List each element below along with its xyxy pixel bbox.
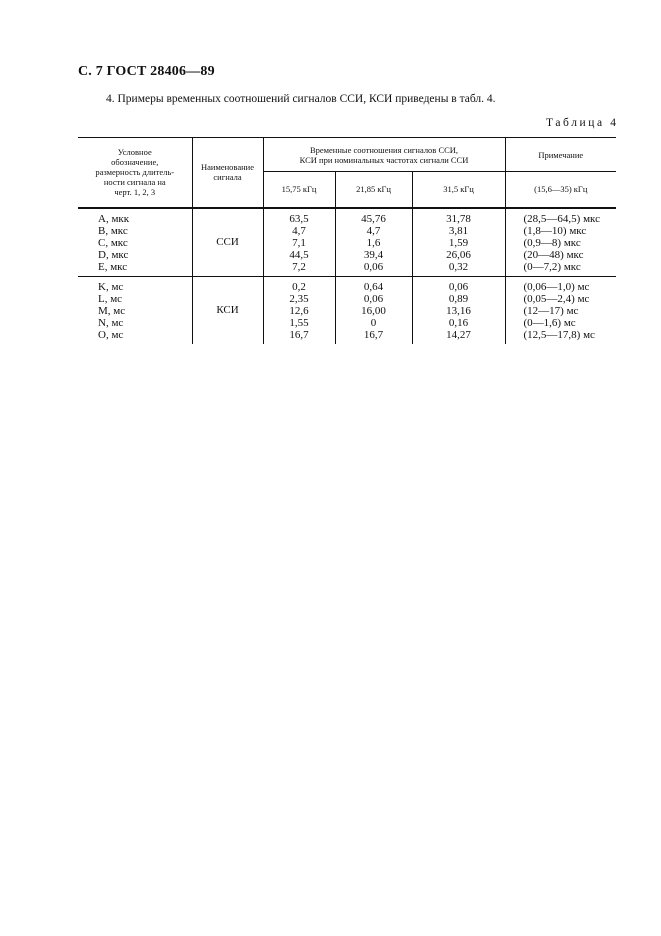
signal-name-ssi: ССИ bbox=[192, 208, 263, 277]
note-range: (20—48) мкс bbox=[505, 249, 616, 261]
note-range: (0,9—8) мкс bbox=[505, 237, 616, 249]
header-designation-line: Условное bbox=[117, 147, 152, 158]
row-label: C, мкс bbox=[98, 236, 128, 249]
value-21-85: 16,7 bbox=[335, 329, 412, 344]
header-signal-name bbox=[192, 138, 263, 208]
value-21-85: 0 bbox=[335, 317, 412, 329]
table-row bbox=[78, 276, 616, 293]
value-31-5: 0,16 bbox=[412, 317, 505, 329]
value-31-5: 0,06 bbox=[412, 276, 505, 293]
row-label: B, мкс bbox=[98, 224, 128, 237]
value-21-85: 45,76 bbox=[335, 208, 412, 225]
value-21-85: 16,00 bbox=[335, 305, 412, 317]
value-31-5: 14,27 bbox=[412, 329, 505, 344]
header-signal-name-line: сигнала bbox=[213, 172, 242, 183]
header-designation bbox=[78, 138, 192, 208]
timing-table bbox=[78, 137, 616, 344]
row-label: N, мс bbox=[98, 316, 124, 329]
header-timing-group bbox=[263, 138, 505, 172]
value-15-75: 12,6 bbox=[263, 305, 335, 317]
value-31-5: 0,32 bbox=[412, 261, 505, 277]
header-designation-line: черт. 1, 2, 3 bbox=[114, 187, 156, 198]
intro-paragraph: 4. Примеры временных соотношений сигналов ССИ, КСИ приведены в табл. 4. bbox=[106, 93, 496, 105]
header-designation-line: обозначение, bbox=[111, 157, 159, 168]
note-range: (0,06—1,0) мс bbox=[505, 276, 616, 293]
value-31-5: 26,06 bbox=[412, 249, 505, 261]
header-designation-line: размерность длитель- bbox=[95, 167, 175, 178]
value-15-75: 0,2 bbox=[263, 276, 335, 293]
value-31-5: 13,16 bbox=[412, 305, 505, 317]
value-15-75: 16,7 bbox=[263, 329, 335, 344]
row-label: E, мкс bbox=[78, 261, 192, 277]
header-note-range: (15,6—35) кГц bbox=[505, 172, 616, 208]
header-timing-line: Временные соотношения сигналов ССИ, bbox=[309, 144, 459, 155]
note-range: (1,8—10) мкс bbox=[505, 225, 616, 237]
table-row bbox=[78, 225, 616, 237]
row-label: L, мс bbox=[98, 292, 123, 305]
table-row bbox=[78, 305, 616, 317]
header-freq-1: 15,75 кГц bbox=[263, 172, 335, 208]
value-15-75: 4,7 bbox=[263, 225, 335, 237]
header-designation-line: ности сигнала на bbox=[103, 177, 166, 188]
header-freq-3: 31,5 кГц bbox=[412, 172, 505, 208]
header-signal-name-line: Наименование bbox=[201, 162, 254, 173]
page-header: С. 7 ГОСТ 28406—89 bbox=[78, 64, 215, 79]
signal-name-ksi: КСИ bbox=[192, 276, 263, 344]
row-label: M, мс bbox=[98, 304, 126, 317]
value-21-85: 39,4 bbox=[335, 249, 412, 261]
value-15-75: 1,55 bbox=[263, 317, 335, 329]
note-range: (0,05—2,4) мс bbox=[505, 293, 616, 305]
table-row bbox=[78, 208, 616, 225]
note-range: (0—7,2) мкс bbox=[505, 261, 616, 277]
value-21-85: 0,06 bbox=[335, 261, 412, 277]
value-31-5: 3,81 bbox=[412, 225, 505, 237]
row-label: O, мс bbox=[98, 328, 124, 341]
value-15-75: 44,5 bbox=[263, 249, 335, 261]
table-caption: Таблица 4 bbox=[546, 117, 619, 129]
table-row bbox=[78, 329, 616, 344]
value-31-5: 31,78 bbox=[412, 208, 505, 225]
row-label: K, мс bbox=[98, 280, 124, 293]
value-15-75: 7,1 bbox=[263, 237, 335, 249]
note-range: (12—17) мс bbox=[505, 305, 616, 317]
value-31-5: 1,59 bbox=[412, 237, 505, 249]
header-freq-2: 21,85 кГц bbox=[335, 172, 412, 208]
value-15-75: 2,35 bbox=[263, 293, 335, 305]
table-row bbox=[78, 237, 616, 249]
table-row bbox=[78, 317, 616, 329]
value-15-75: 63,5 bbox=[263, 208, 335, 225]
note-range: (28,5—64,5) мкс bbox=[505, 208, 616, 225]
row-label: D, мкс bbox=[98, 248, 129, 261]
value-21-85: 4,7 bbox=[335, 225, 412, 237]
table-row bbox=[78, 261, 616, 277]
note-range: (0—1,6) мс bbox=[505, 317, 616, 329]
table-row bbox=[78, 249, 616, 261]
value-21-85: 0,64 bbox=[335, 276, 412, 293]
value-15-75: 7,2 bbox=[263, 261, 335, 277]
value-21-85: 1,6 bbox=[335, 237, 412, 249]
value-21-85: 0,06 bbox=[335, 293, 412, 305]
value-31-5: 0,89 bbox=[412, 293, 505, 305]
header-note: Примечание bbox=[505, 138, 616, 172]
note-range: (12,5—17,8) мс bbox=[505, 329, 616, 344]
header-timing-line: КСИ при номинальных частотах сигнали ССИ bbox=[299, 154, 469, 165]
row-label: A, мкк bbox=[98, 212, 130, 225]
table-row bbox=[78, 293, 616, 305]
